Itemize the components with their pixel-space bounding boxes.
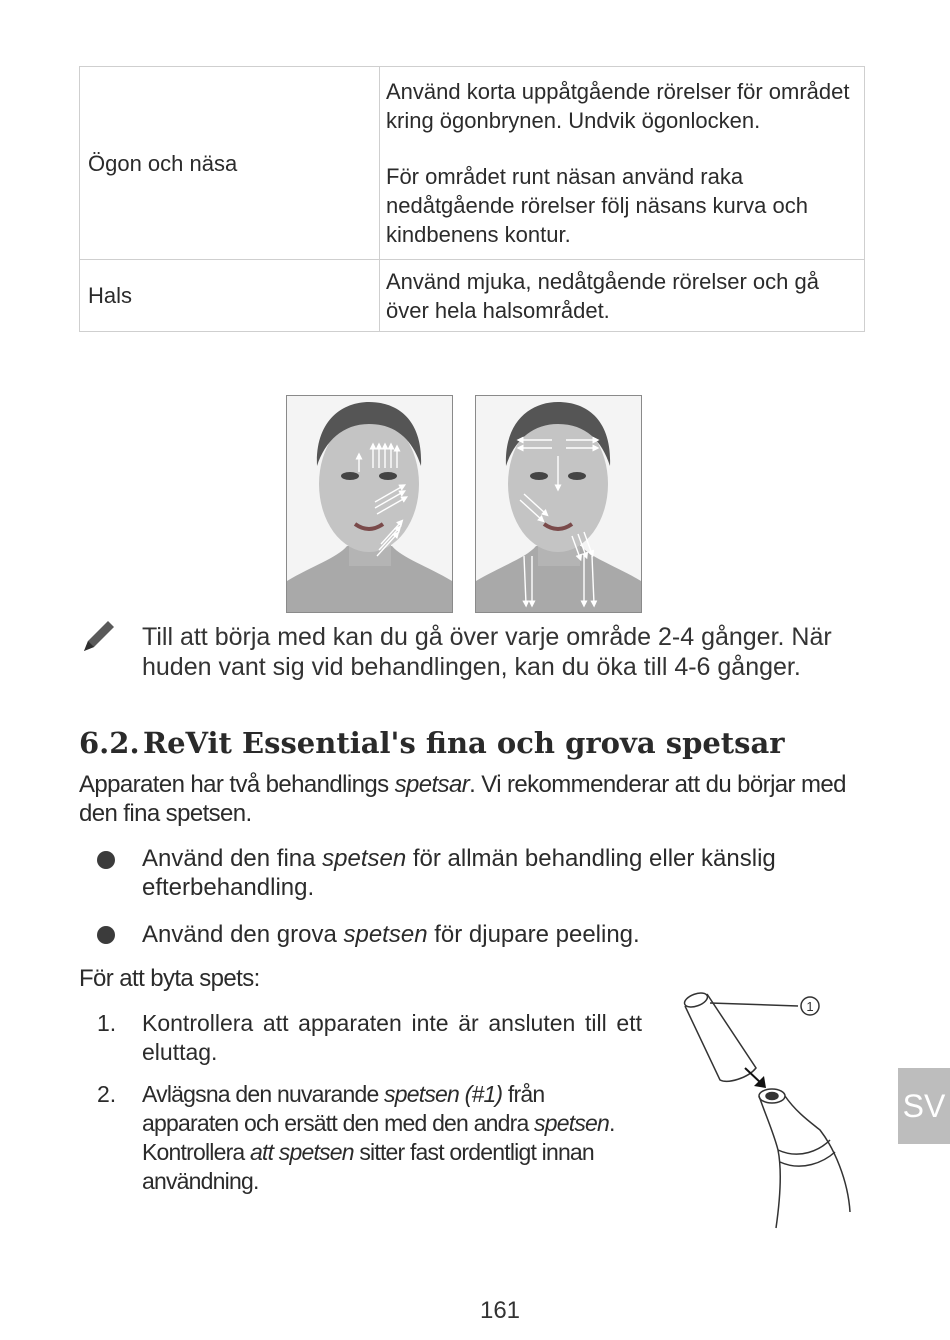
instruction-text: Använd mjuka, nedåtgående rörelser och gå över hela halsområdet. <box>386 268 819 323</box>
intro-paragraph <box>79 770 869 828</box>
page-number: 161 <box>479 1297 521 1324</box>
note-text: Till att börja med kan du gå över varje område 2-4 gånger. När huden vant sig vid behandlingen, kan du öka till 4-6 gånger. <box>142 623 832 681</box>
step-text-part: sitter fast ordentligt innan användning. <box>142 1139 594 1194</box>
step-number: 1. <box>97 1010 117 1036</box>
list-item <box>142 844 842 902</box>
change-tip-label: För att byta spets: <box>79 965 260 992</box>
area-instructions-table <box>79 66 865 332</box>
face-downward-strokes-photo <box>475 395 642 613</box>
callout-label: 1 <box>806 999 814 1014</box>
instruction-text: Använd korta uppåtgående rörelser för området kring ögonbrynen. Undvik ögonlocken. <box>386 79 850 133</box>
device-tip-illustration <box>670 980 870 1230</box>
bullet-dot <box>97 926 115 944</box>
step-emphasis: att spetsen <box>250 1139 354 1165</box>
step-emphasis: spetsen <box>534 1110 610 1136</box>
step-text-part: . Kontrollera <box>142 1110 615 1165</box>
bullet-text: för allmän behandling eller känslig efterbehandling. <box>142 845 776 901</box>
step-text-part: Avlägsna den nuvarande <box>142 1081 385 1107</box>
step-text-part: från apparaten och ersätt den med den andra <box>142 1081 545 1136</box>
table-cell-area: Hals <box>80 260 380 332</box>
step-text: Kontrollera att apparaten inte är ansluten till ett eluttag. <box>142 1010 642 1065</box>
intro-text: Apparaten har två behandlings <box>79 771 395 798</box>
list-item <box>142 920 842 949</box>
instruction-text: För området runt näsan använd raka nedåtgående rörelser följ näsans kurva och kindbenens kontur. <box>386 164 808 247</box>
section-title: ReVit Essential's fina och grova spetsar <box>143 726 785 760</box>
bullet-text: för djupare peeling. <box>427 921 640 948</box>
intro-emphasis: spetsar <box>394 771 470 798</box>
step-text <box>142 1080 642 1196</box>
table-row <box>80 67 865 260</box>
section-heading <box>79 726 785 760</box>
face-upward-strokes-photo <box>286 395 453 613</box>
intro-text: . Vi rekommenderar att du börjar med den fina spetsen. <box>79 771 846 827</box>
step-emphasis: spetsen (#1) <box>384 1081 503 1107</box>
bullet-text: Använd den fina <box>142 845 323 872</box>
table-cell-area: Ögon och näsa <box>80 67 380 260</box>
pencil-icon <box>78 617 118 657</box>
section-number: 6.2. <box>79 726 140 760</box>
step-number: 2. <box>97 1081 117 1107</box>
table-row <box>80 260 865 332</box>
bullet-emphasis: spetsen <box>343 921 428 948</box>
bullet-emphasis: spetsen <box>322 845 407 872</box>
bullet-text: Använd den grova <box>142 921 344 948</box>
bullet-dot <box>97 851 115 869</box>
table-cell-instructions <box>380 260 865 332</box>
table-cell-instructions <box>380 67 865 260</box>
language-tab: SV <box>898 1068 950 1144</box>
